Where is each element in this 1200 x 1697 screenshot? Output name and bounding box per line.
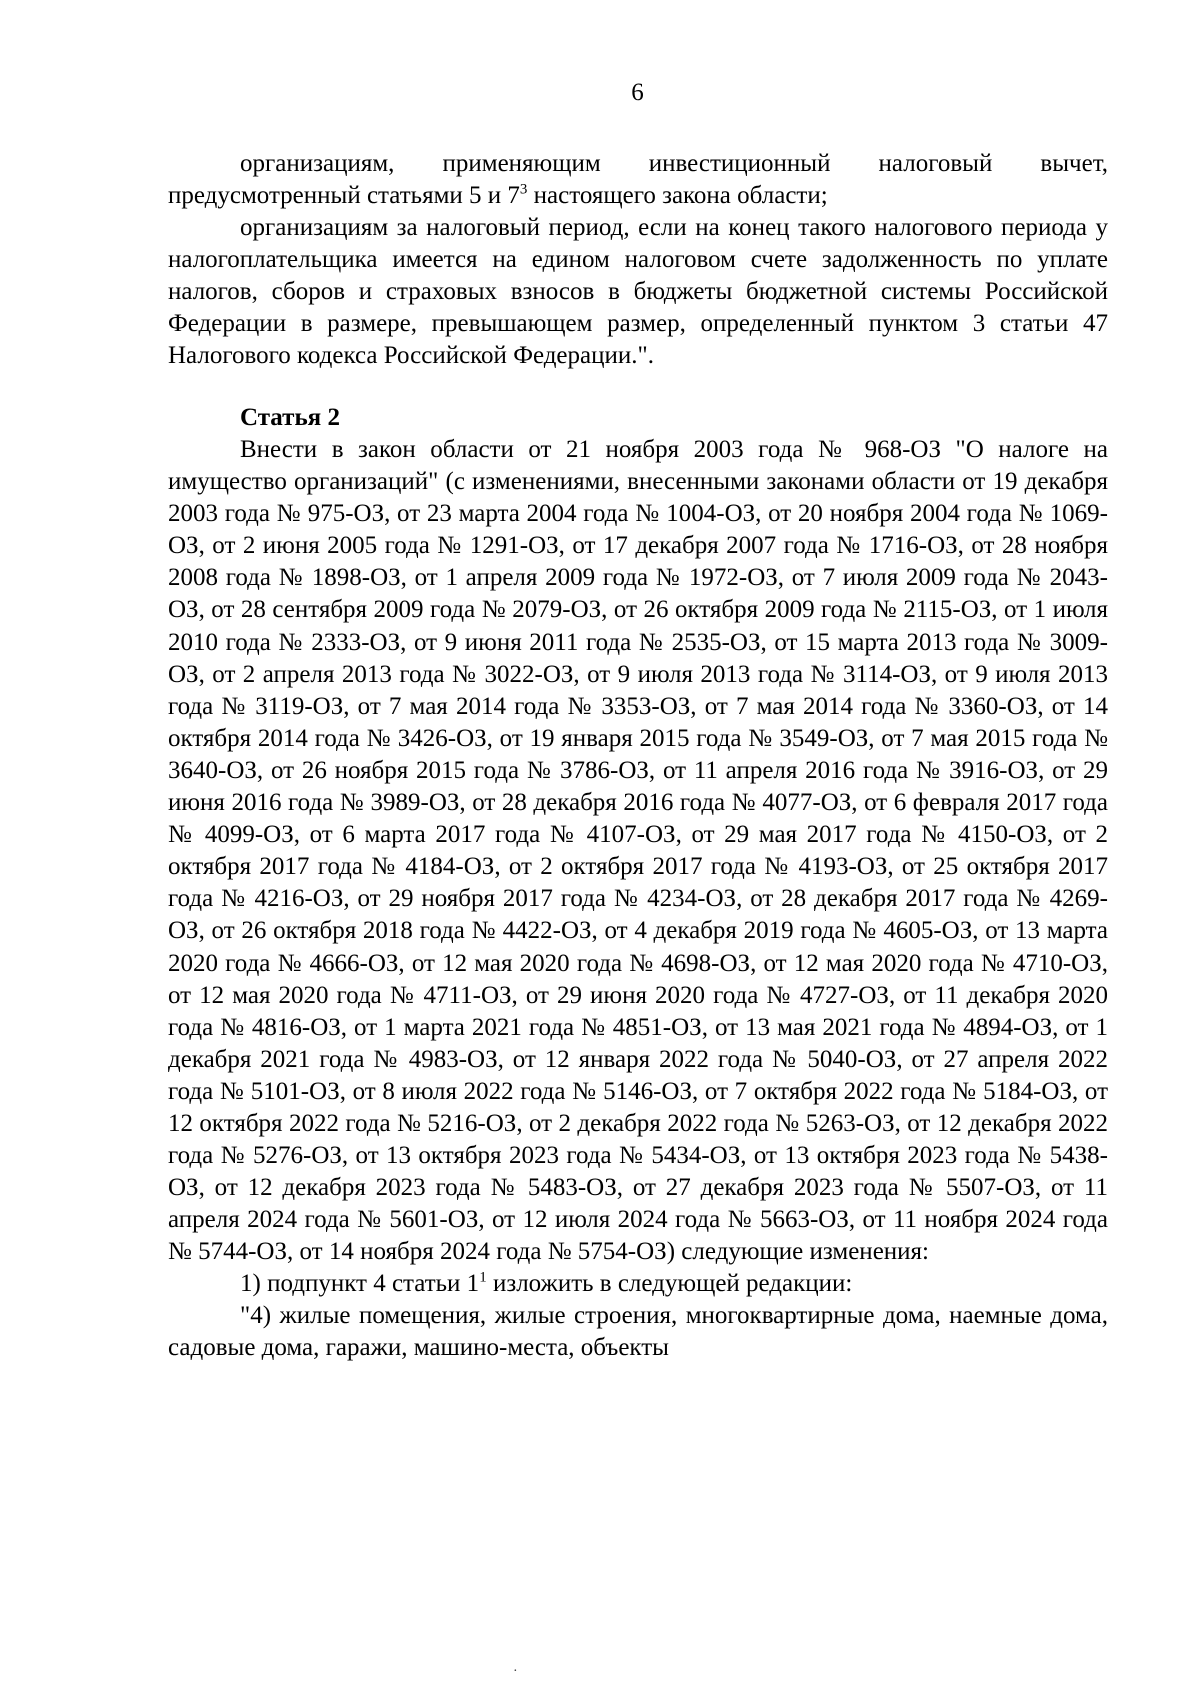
paragraph-text: организациям, применяющим инвестиционный налоговый вычет, предусмотренный статьями 5 и 7 xyxy=(168,150,1108,209)
superscript: 3 xyxy=(519,181,528,198)
document-body xyxy=(168,148,1108,1364)
article-item-1 xyxy=(168,1268,1108,1300)
quoted-subitem-4: "4) жилые помещения, жилые строения, многоквартирные дома, наемные дома, садовые дома, гаражи, машино-места, объекты xyxy=(168,1302,1108,1362)
paragraph-investment-deduction xyxy=(168,148,1108,212)
spacer xyxy=(168,372,1108,402)
paragraph-tax-debt: организациям за налоговый период, если на конец такого налогового периода у налогоплательщика имеется на едином налоговом счете задолженность по уплате налогов, сборов и страховых взносов в бюджеты бюджетной системы Российской Федерации в размере, превышающем размер, определенный пунктом 3 статьи 47 Налогового кодекса Российской Федерации.". xyxy=(168,214,1108,369)
item-text: 1) подпункт 4 статьи 1 xyxy=(240,1270,480,1298)
paragraph-text: настоящего закона области; xyxy=(527,182,828,209)
article-main-paragraph: Внести в закон области от 21 ноября 2003 года № 968-ОЗ "О налоге на имущество организаций" (с изменениями, внесенными законами области от 19 декабря 2003 года № 975-ОЗ, от 23 марта 2004 года № 1004-ОЗ, от 20 ноября 2004 года № 1069-ОЗ, от 2 июня 2005 года № 1291-ОЗ, от 17 декабря 2007 года № 1716-ОЗ, от 28 ноября 2008 года № 1898-ОЗ, от 1 апреля 2009 года № 1972-ОЗ, от 7 июля 2009 года № 2043-ОЗ, от 28 сентября 2009 года № 2079-ОЗ, от 26 октября 2009 года № 2115-ОЗ, от 1 июля 2010 года № 2333-ОЗ, от 9 июня 2011 года № 2535-ОЗ, от 15 марта 2013 года № 3009-ОЗ, от 2 апреля 2013 года № 3022-ОЗ, от 9 июля 2013 года № 3114-ОЗ, от 9 июля 2013 года № 3119-ОЗ, от 7 мая 2014 года № 3353-ОЗ, от 7 мая 2014 года № 3360-ОЗ, от 14 октября 2014 года № 3426-ОЗ, от 19 января 2015 года № 3549-ОЗ, от 7 мая 2015 года № 3640-ОЗ, от 26 ноября 2015 года № 3786-ОЗ, от 11 апреля 2016 года № 3916-ОЗ, от 29 июня 2016 года № 3989-ОЗ, от 28 декабря 2016 года № 4077-ОЗ, от 6 февраля 2017 года № 4099-ОЗ, от 6 марта 2017 года № 4107-ОЗ, от 29 мая 2017 года № 4150-ОЗ, от 2 октября 2017 года № 4184-ОЗ, от 2 октября 2017 года № 4193-ОЗ, от 25 октября 2017 года № 4216-ОЗ, от 29 ноября 2017 года № 4234-ОЗ, от 28 декабря 2017 года № 4269-ОЗ, от 26 октября 2018 года № 4422-ОЗ, от 4 декабря 2019 года № 4605-ОЗ, от 13 марта 2020 года № 4666-ОЗ, от 12 мая 2020 года № 4698-ОЗ, от 12 мая 2020 года № 4710-ОЗ, от 12 мая 2020 года № 4711-ОЗ, от 29 июня 2020 года № 4727-ОЗ, от 11 декабря 2020 года № 4816-ОЗ, от 1 марта 2021 года № 4851-ОЗ, от 13 мая 2021 года № 4894-ОЗ, от 1 декабря 2021 года № 4983-ОЗ, от 12 января 2022 года № 5040-ОЗ, от 27 апреля 2022 года № 5101-ОЗ, от 8 июля 2022 года № 5146-ОЗ, от 7 октября 2022 года № 5184-ОЗ, от 12 октября 2022 года № 5216-ОЗ, от 2 декабря 2022 года № 5263-ОЗ, от 12 декабря 2022 года № 5276-ОЗ, от 13 октября 2023 года № 5434-ОЗ, от 13 октября 2023 года № 5438-ОЗ, от 12 декабря 2023 года № 5483-ОЗ, от 27 декабря 2023 года № 5507-ОЗ, от 11 апреля 2024 года № 5601-ОЗ, от 12 июля 2024 года № 5663-ОЗ, от 11 ноября 2024 года № 5744-ОЗ, от 14 ноября 2024 года № 5754-ОЗ) следующие изменения: xyxy=(168,436,1108,1266)
superscript: 1 xyxy=(479,1270,487,1287)
article-heading: Статья 2 xyxy=(240,404,340,431)
item-text: изложить в следующей редакции: xyxy=(486,1270,853,1298)
page-number: 6 xyxy=(631,79,644,106)
scan-dot: · xyxy=(513,1664,518,1679)
